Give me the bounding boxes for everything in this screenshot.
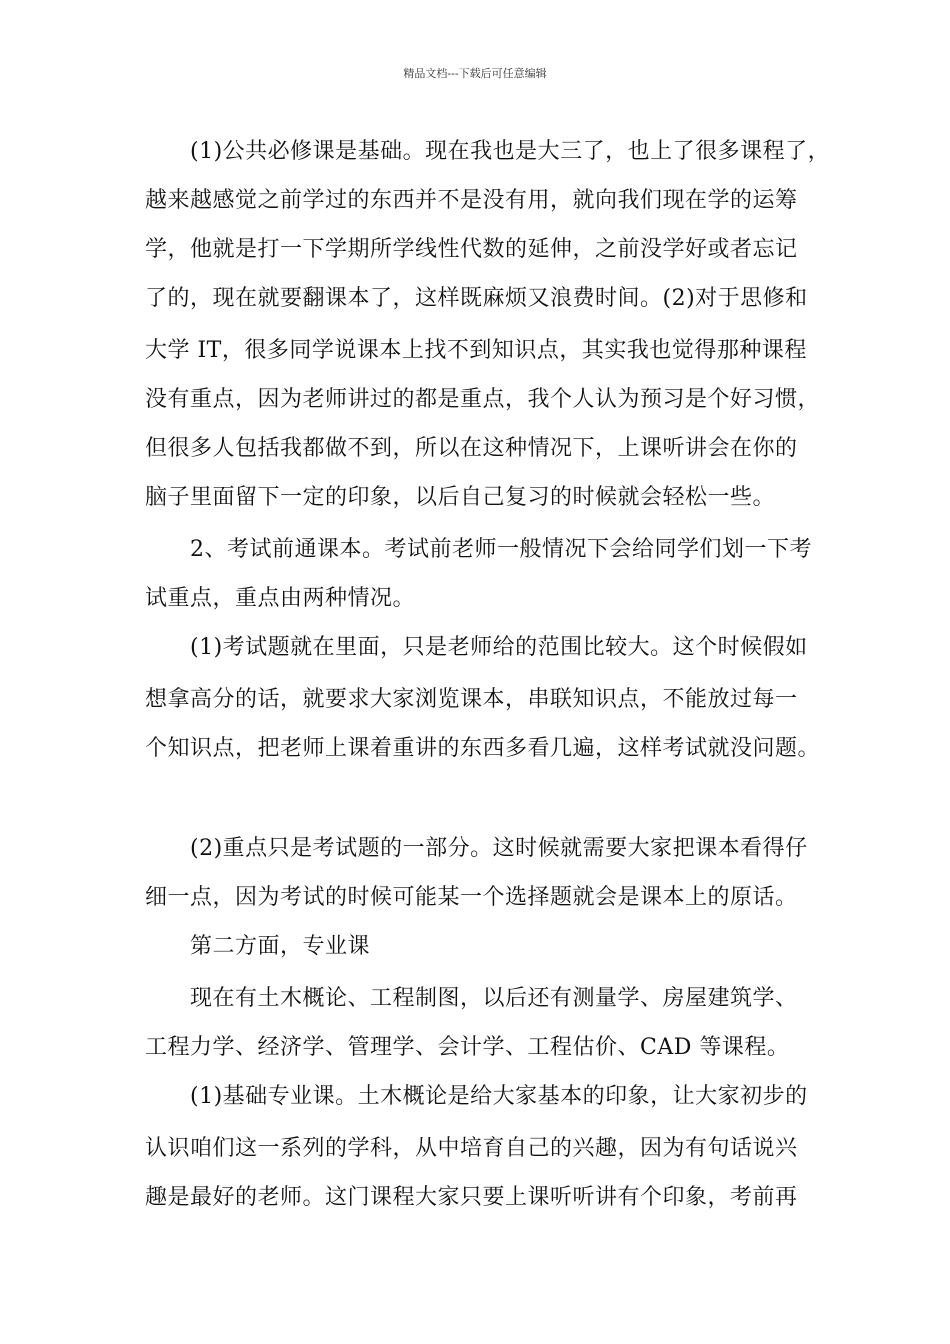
- body-line: 脑子里面留下一定的印象，以后自己复习的时候就会轻松一些。: [145, 485, 776, 510]
- body-line: 认识咱们这一系列的学科，从中培育自己的兴趣，因为有句话说兴: [145, 1136, 798, 1161]
- body-line: 学，他就是打一下学期所学线性代数的延伸，之前没学好或者忘记: [145, 237, 798, 262]
- page-header: 精品文档---下载后可任意编辑: [403, 67, 547, 80]
- body-line: (1)公共必修课是基础。现在我也是大三了，也上了很多课程了，: [190, 139, 831, 164]
- body-line: 趣是最好的老师。这门课程大家只要上课听听讲有个印象，考前再: [145, 1185, 798, 1210]
- body-line: 试重点，重点由两种情况。: [145, 586, 416, 611]
- body-line: 大学 IT，很多同学说课本上找不到知识点，其实我也觉得那种课程: [145, 338, 807, 363]
- body-line: 细一点，因为考试的时候可能某一个选择题就会是课本上的原话。: [145, 885, 798, 910]
- body-line: (1)基础专业课。土木概论是给大家基本的印象，让大家初步的: [190, 1084, 808, 1109]
- body-line: 想拿高分的话，就要求大家浏览课本，串联知识点，不能放过每一: [145, 687, 798, 712]
- body-line: 第二方面，专业课: [190, 934, 371, 959]
- body-line: (2)重点只是考试题的一部分。这时候就需要大家把课本看得仔: [190, 836, 808, 861]
- body-line: (1)考试题就在里面，只是老师给的范围比较大。这个时候假如: [190, 635, 808, 660]
- body-line: 现在有土木概论、工程制图，以后还有测量学、房屋建筑学、: [190, 986, 798, 1011]
- body-line: 没有重点，因为老师讲过的都是重点，我个人认为预习是个好习惯，: [145, 387, 821, 412]
- body-line: 了的，现在就要翻课本了，这样既麻烦又浪费时间。(2)对于思修和: [145, 286, 808, 311]
- body-line: 越来越感觉之前学过的东西并不是没有用，就向我们现在学的运筹: [145, 188, 798, 213]
- body-line: 个知识点，把老师上课着重讲的东西多看几遍，这样考试就没问题。: [145, 736, 821, 761]
- body-line: 但很多人包括我都做不到，所以在这种情况下，上课听讲会在你的: [145, 436, 798, 461]
- body-line: 工程力学、经济学、管理学、会计学、工程估价、CAD 等课程。: [145, 1035, 790, 1060]
- body-line: 2、考试前通课本。考试前老师一般情况下会给同学们划一下考: [190, 537, 812, 562]
